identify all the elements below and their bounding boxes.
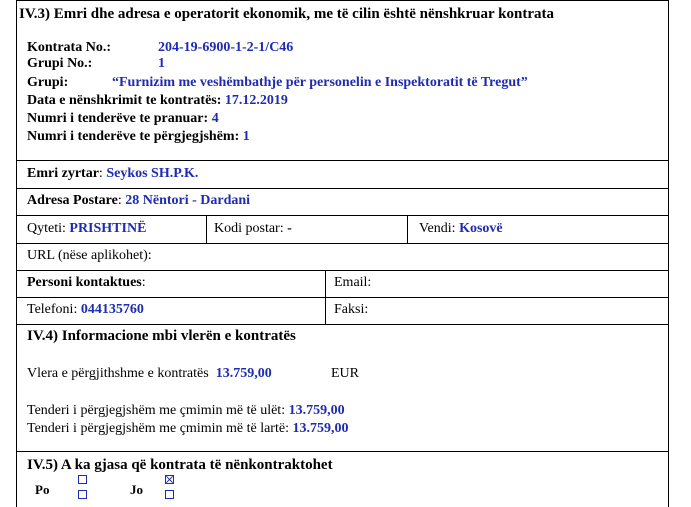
group-label: Grupi: (27, 75, 69, 90)
no-checkbox-alt[interactable] (165, 490, 174, 499)
accepted-tenders-row (27, 111, 219, 127)
divider (16, 451, 669, 452)
sign-date-row (27, 93, 288, 109)
cell-divider (407, 215, 408, 243)
currency: EUR (331, 366, 359, 381)
cell-divider (206, 215, 207, 243)
divider (16, 243, 669, 244)
group-no-value: 1 (158, 56, 165, 71)
divider (16, 270, 669, 271)
official-name-row: Emri zyrtar: Seykos SH.P.K. (27, 166, 199, 181)
group-no-label: Grupi No.: (27, 56, 93, 71)
country-label: Vendi: (419, 221, 456, 236)
postal-address-row: Adresa Postare: 28 Nëntori - Dardani (27, 193, 251, 208)
accepted-tenders-value: 4 (211, 111, 219, 126)
contact-person-label: Personi kontaktues (27, 275, 142, 290)
contract-no-value: 204-19-6900-1-2-1/C46 (158, 40, 294, 55)
postal-code-value: - (287, 221, 292, 236)
phone-label: Telefoni: (27, 302, 78, 317)
sign-date-value: 17.12.2019 (224, 93, 288, 108)
lowest-price-row (27, 403, 345, 419)
city-cell (27, 221, 146, 237)
url-label: URL (nëse aplikohet): (27, 248, 152, 263)
highest-price-row (27, 421, 348, 437)
email-label: Email: (334, 275, 372, 290)
contract-no-label: Kontrata No.: (27, 40, 111, 55)
highest-price-label: Tenderi i përgjegjshëm me çmimin më të lartë: (27, 421, 289, 436)
yes-checkbox-alt[interactable] (78, 490, 87, 499)
section-5-title: IV.5) A ka gjasa që kontrata të nënkontraktohet (27, 457, 333, 473)
postal-code-label: Kodi postar: (214, 221, 284, 236)
accepted-tenders-label: Numri i tenderëve te pranuar: (27, 111, 209, 126)
official-name-label: Emri zyrtar (27, 166, 99, 181)
phone-row (27, 302, 144, 318)
postal-code-cell (214, 221, 292, 237)
divider (16, 215, 669, 216)
cell-divider (325, 270, 326, 324)
divider (16, 0, 669, 1)
postal-address-label: Adresa Postare (27, 193, 118, 208)
section-4-title: IV.4) Informacione mbi vlerën e kontratës (27, 328, 296, 344)
total-value: 13.759,00 (215, 366, 272, 381)
sign-date-label: Data e nënshkrimit te kontratës: (27, 93, 222, 108)
lowest-price-value: 13.759,00 (288, 403, 345, 418)
responsive-tenders-label: Numri i tenderëve te përgjegjshëm: (27, 129, 240, 144)
yes-label: Po (35, 482, 50, 497)
country-cell (419, 221, 503, 237)
total-value-label: Vlera e përgjithshme e kontratës (27, 366, 209, 381)
highest-price-value: 13.759,00 (292, 421, 349, 436)
official-name-value: Seykos SH.P.K. (106, 166, 199, 181)
total-value-row (27, 366, 272, 382)
group-value: “Furnizim me veshëmbathje për personelin e Inspektoratit të Tregut” (112, 75, 528, 90)
postal-address-value: 28 Nëntori - Dardani (125, 193, 251, 208)
no-checkbox-checked[interactable] (165, 475, 174, 484)
responsive-tenders-value: 1 (242, 129, 250, 144)
phone-value: 044135760 (80, 302, 144, 317)
yes-checkbox[interactable] (78, 475, 87, 484)
section-3-title: IV.3) Emri dhe adresa e operatorit ekonomik, me të cilin është nënshkruar kontrata (19, 6, 554, 22)
divider (16, 324, 669, 325)
contact-person-row: Personi kontaktues: (27, 275, 146, 290)
divider (16, 188, 669, 189)
divider (16, 297, 669, 298)
no-label: Jo (130, 482, 143, 497)
country-value: Kosovë (459, 221, 503, 236)
responsive-tenders-row (27, 129, 250, 145)
city-value: PRISHTINË (69, 221, 147, 236)
city-label: Qyteti: (27, 221, 66, 236)
divider (16, 160, 669, 161)
fax-label: Faksi: (334, 302, 369, 317)
lowest-price-label: Tenderi i përgjegjshëm me çmimin më të ulët: (27, 403, 286, 418)
